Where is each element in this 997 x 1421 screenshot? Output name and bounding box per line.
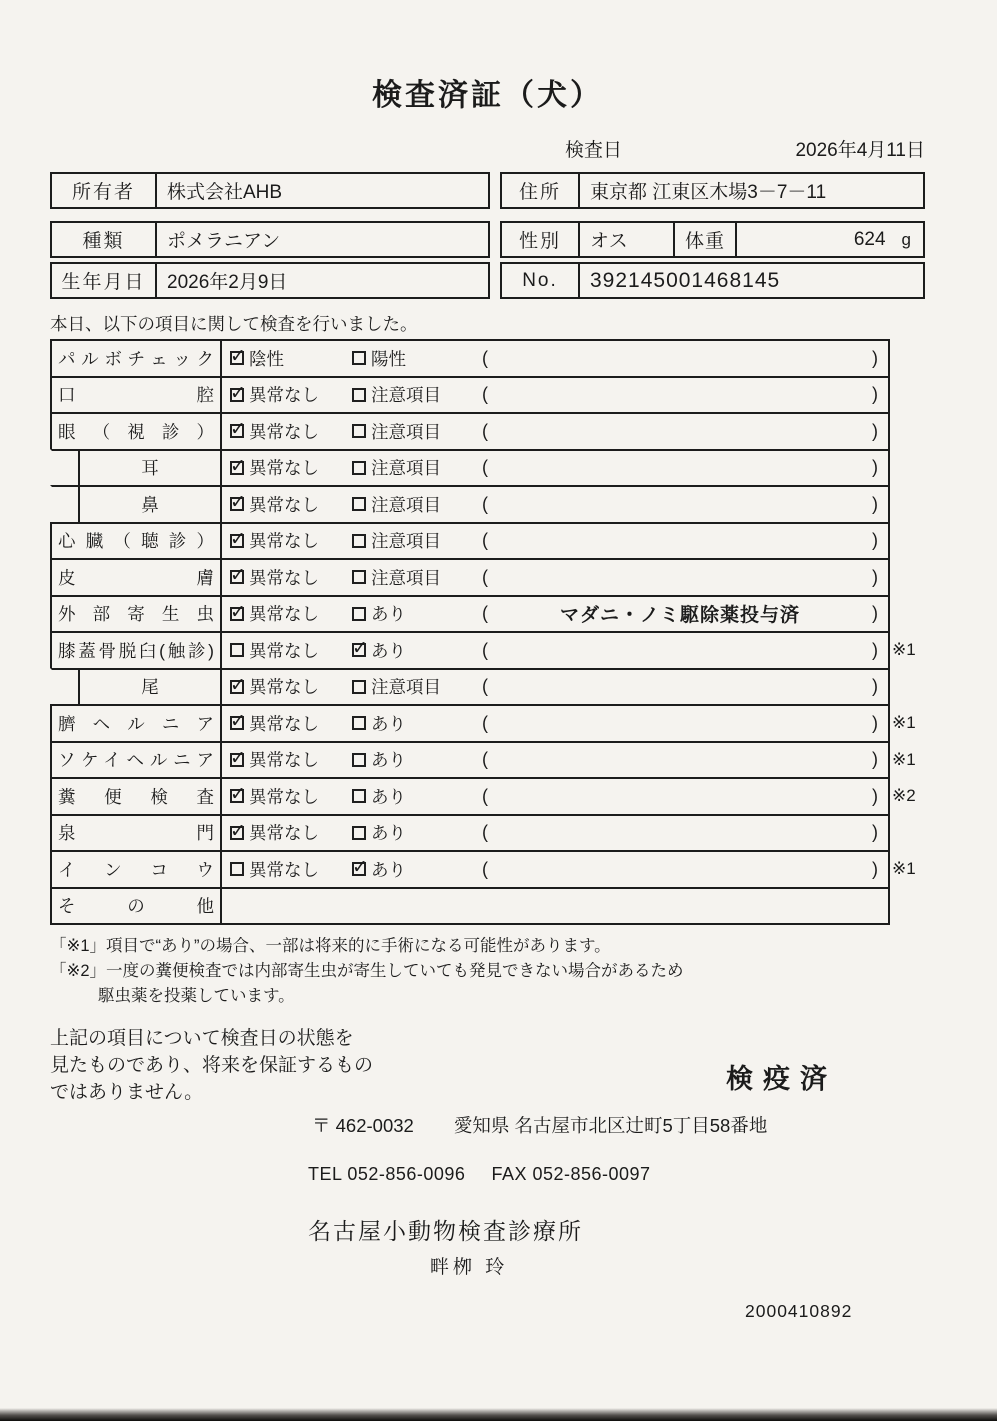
- inspection-row: [50, 376, 890, 413]
- option-primary: [222, 638, 350, 663]
- option-primary: [222, 601, 350, 626]
- remarks-field: [482, 852, 888, 887]
- checkbox-icon: [352, 607, 366, 621]
- option-secondary-label: あり: [371, 823, 406, 844]
- option-primary: [222, 382, 350, 407]
- breed-label: 種類: [52, 223, 157, 256]
- inspection-row: [50, 631, 916, 668]
- clinic-address: 愛知県 名古屋市北区辻町5丁目58番地: [453, 1115, 768, 1136]
- checkbox-icon: [352, 680, 366, 694]
- checkbox-icon: [230, 461, 244, 475]
- inspection-row: [50, 522, 890, 559]
- birthdate-value: 2026年2月9日: [167, 272, 288, 293]
- paren-close: [872, 676, 878, 697]
- inspection-row: [50, 595, 890, 632]
- inspection-row: [50, 850, 916, 887]
- row-label: 耳: [141, 458, 159, 479]
- option-secondary: [350, 346, 482, 371]
- checkbox-icon: [230, 716, 244, 730]
- row-label: 鼻: [141, 494, 159, 515]
- paren-close: [872, 457, 878, 478]
- checkbox-icon: [230, 789, 244, 803]
- row-label-cell: [52, 779, 222, 814]
- option-primary-label: 異常なし: [249, 677, 319, 698]
- serial-number: 2000410892: [745, 1301, 853, 1321]
- option-primary: [222, 455, 350, 480]
- paren-open: [482, 749, 488, 770]
- birthdate-box: [50, 262, 490, 299]
- option-secondary: [350, 784, 482, 809]
- checkbox-icon: [230, 534, 244, 548]
- remarks-field: [482, 451, 888, 486]
- option-primary: [222, 820, 350, 845]
- remarks-field: [482, 560, 888, 595]
- option-secondary: [350, 711, 482, 736]
- paren-open: [482, 640, 488, 661]
- row-label-cell: [52, 633, 222, 668]
- option-secondary: [350, 601, 482, 626]
- paren-close: [872, 494, 878, 515]
- option-secondary: [350, 857, 482, 882]
- checkbox-icon: [230, 497, 244, 511]
- inspection-row: [50, 485, 890, 522]
- checkbox-icon: [230, 753, 244, 767]
- row-label: 糞便検査: [58, 786, 214, 807]
- sex-label: 性別: [502, 223, 580, 256]
- row-label: 尾: [141, 677, 159, 698]
- checkbox-icon: [352, 716, 366, 730]
- option-secondary-label: 注意項目: [371, 677, 441, 698]
- checkbox-icon: [352, 461, 366, 475]
- option-secondary-label: あり: [371, 713, 406, 734]
- owner-label: 所有者: [52, 174, 157, 207]
- paren-close: [872, 713, 878, 734]
- row-label-cell: [52, 670, 222, 705]
- option-secondary: [350, 747, 482, 772]
- row-label-cell: [52, 378, 222, 413]
- row-label-cell: [52, 524, 222, 559]
- row-label-cell: [52, 597, 222, 632]
- option-secondary: [350, 419, 482, 444]
- option-secondary-label: 注意項目: [371, 421, 441, 442]
- row-footnote-ref: ※1: [892, 713, 916, 732]
- paren-close: [872, 384, 878, 405]
- checkbox-icon: [230, 862, 244, 876]
- weight-cell: [737, 223, 923, 256]
- fax-number: FAX 052-856-0097: [491, 1164, 651, 1184]
- document-title: 検査済証（犬）: [372, 79, 603, 112]
- inspection-row: [50, 339, 890, 376]
- option-secondary-label: 注意項目: [371, 458, 441, 479]
- checkbox-icon: [230, 826, 244, 840]
- remarks-field: [482, 670, 888, 705]
- weight-label: 体重: [675, 223, 737, 256]
- paren-close: [872, 567, 878, 588]
- checkbox-icon: [352, 388, 366, 402]
- tel-number: TEL 052-856-0096: [308, 1164, 466, 1184]
- postal-code: 〒 462-0032: [312, 1115, 414, 1136]
- option-primary-label: 異常なし: [249, 531, 319, 552]
- sex-value: オス: [580, 223, 675, 256]
- paren-close: [872, 421, 878, 442]
- checkbox-icon: [230, 388, 244, 402]
- option-primary-label: 陰性: [249, 348, 284, 369]
- row-label-cell: [52, 889, 222, 924]
- row-label: 口腔: [58, 385, 214, 406]
- option-secondary-label: 注意項目: [371, 531, 441, 552]
- row-label: ソケイヘルニア: [58, 750, 214, 771]
- row-footnote-ref: ※2: [892, 786, 916, 805]
- checkbox-icon: [352, 789, 366, 803]
- row-label: パルボチェック: [58, 348, 214, 369]
- option-primary-label: 異常なし: [249, 823, 319, 844]
- inspection-row: [50, 704, 916, 741]
- remarks-field: [482, 706, 888, 741]
- option-primary-label: 異常なし: [249, 567, 319, 588]
- option-secondary: [350, 492, 482, 517]
- remarks-text: マダニ・ノミ駆除薬投与済: [559, 605, 800, 627]
- row-label: インコウ: [58, 859, 214, 880]
- paren-open: [482, 530, 488, 551]
- checkbox-icon: [352, 862, 366, 876]
- paren-open: [482, 676, 488, 697]
- checkbox-icon: [230, 607, 244, 621]
- paren-open: [482, 494, 488, 515]
- option-primary: [222, 346, 350, 371]
- row-label: 皮膚: [58, 567, 214, 588]
- option-secondary-label: あり: [371, 859, 406, 880]
- option-primary: [222, 492, 350, 517]
- row-label-cell: [52, 451, 222, 486]
- paren-open: [482, 384, 488, 405]
- weight-value: 624: [853, 228, 886, 250]
- checkbox-icon: [230, 424, 244, 438]
- option-secondary-label: あり: [371, 786, 406, 807]
- row-footnote-ref: ※1: [892, 859, 916, 878]
- id-number-label: No.: [502, 264, 580, 297]
- row-label: その他: [58, 896, 214, 917]
- row-footnote-ref: ※1: [892, 640, 916, 659]
- paren-close: [872, 348, 878, 369]
- row-label-cell: [52, 816, 222, 851]
- footnote-2-line1: 「※2」一度の糞便検査では内部寄生虫が寄生していても発見できない場合があるため: [50, 962, 684, 980]
- option-secondary: [350, 565, 482, 590]
- option-primary-label: 異常なし: [249, 640, 319, 661]
- paren-open: [482, 421, 488, 442]
- paren-close: [872, 603, 878, 624]
- paren-open: [482, 567, 488, 588]
- examiner-name: 畔栁 玲: [430, 1257, 509, 1278]
- footnote-1: 「※1」項目で“あり”の場合、一部は将来的に手術になる可能性があります。: [50, 937, 611, 955]
- disclaimer-line-3: ではありません。: [50, 1082, 204, 1103]
- disclaimer-block: [50, 1025, 480, 1106]
- paren-close: [872, 822, 878, 843]
- disclaimer-line-2: 見たものであり、将来を保証するもの: [50, 1055, 374, 1076]
- id-number-value: 392145001468145: [590, 268, 781, 292]
- option-primary-label: 異常なし: [249, 786, 319, 807]
- checkbox-icon: [352, 351, 366, 365]
- row-label: 膝蓋骨脱臼(触診): [58, 640, 214, 661]
- paren-open: [482, 348, 488, 369]
- owner-value: 株式会社AHB: [167, 182, 283, 203]
- option-primary: [222, 857, 350, 882]
- inspection-date-row: [50, 138, 925, 162]
- remarks-field: [482, 524, 888, 559]
- breed-value: ポメラニアン: [167, 231, 281, 252]
- checkbox-icon: [230, 643, 244, 657]
- remarks-field: [482, 597, 888, 632]
- row-label: 心臓（聴診）: [58, 531, 214, 552]
- row-label-cell: [52, 341, 222, 376]
- inspection-row: [50, 777, 916, 814]
- option-secondary-label: 陽性: [371, 348, 406, 369]
- option-secondary: [350, 382, 482, 407]
- disclaimer-stamp-row: [50, 1025, 925, 1106]
- address-box: [500, 172, 925, 209]
- option-secondary-label: あり: [371, 604, 406, 625]
- option-secondary-label: 注意項目: [371, 385, 441, 406]
- sex-weight-box: [500, 221, 925, 258]
- inspection-date-value: 2026年4月11日: [795, 140, 925, 161]
- breed-sex-weight-row: [50, 221, 925, 258]
- option-secondary: [350, 674, 482, 699]
- row-label: 外部寄生虫: [58, 604, 214, 625]
- checkbox-icon: [352, 753, 366, 767]
- option-secondary: [350, 528, 482, 553]
- inspection-table: [50, 339, 916, 925]
- id-number-box: [500, 262, 925, 299]
- option-primary-label: 異常なし: [249, 385, 319, 406]
- paren-close: [872, 530, 878, 551]
- paren-open: [482, 859, 488, 880]
- inspection-row: [50, 814, 890, 851]
- inspection-row: [50, 558, 890, 595]
- option-primary-label: 異常なし: [249, 859, 319, 880]
- remarks-field: [482, 816, 888, 851]
- remarks-field: [482, 414, 888, 449]
- row-label-cell: [52, 743, 222, 778]
- option-primary-label: 異常なし: [249, 458, 319, 479]
- checkbox-icon: [352, 497, 366, 511]
- footnote-2-line2: 駆虫薬を投薬しています。: [98, 987, 295, 1005]
- inspection-row: [50, 449, 890, 486]
- birth-no-row: [50, 262, 925, 299]
- remarks-field: [482, 633, 888, 668]
- option-primary-label: 異常なし: [249, 494, 319, 515]
- option-primary: [222, 565, 350, 590]
- option-primary-label: 異常なし: [249, 604, 319, 625]
- inspection-row: [50, 887, 890, 924]
- clinic-address-row: [50, 1112, 925, 1138]
- scan-artifact-bottom-edge: [0, 1408, 997, 1421]
- option-primary: [222, 419, 350, 444]
- inspection-row: [50, 668, 890, 705]
- paren-open: [482, 822, 488, 843]
- paren-close: [872, 859, 878, 880]
- checkbox-icon: [230, 351, 244, 365]
- row-label: 臍ヘルニア: [58, 713, 214, 734]
- option-secondary-label: 注意項目: [371, 494, 441, 515]
- option-primary: [222, 528, 350, 553]
- option-secondary: [350, 820, 482, 845]
- row-label-cell: [52, 852, 222, 887]
- weight-unit: g: [901, 229, 911, 249]
- row-label-cell: [52, 414, 222, 449]
- row-label-cell: [52, 706, 222, 741]
- option-secondary-label: あり: [371, 750, 406, 771]
- option-primary: [222, 747, 350, 772]
- row-label: 泉門: [58, 823, 214, 844]
- inspection-row: [50, 412, 890, 449]
- remarks-field: [482, 378, 888, 413]
- option-secondary-label: 注意項目: [371, 567, 441, 588]
- remarks-field: [482, 487, 888, 522]
- remarks-field: [482, 341, 888, 376]
- option-secondary: [350, 638, 482, 663]
- option-primary: [222, 784, 350, 809]
- intro-text: 本日、以下の項目に関して検査を行いました。: [50, 314, 418, 334]
- address-label: 住所: [502, 174, 580, 207]
- owner-box: [50, 172, 490, 209]
- breed-box: [50, 221, 490, 258]
- inspection-date-label: 検査日: [565, 140, 623, 161]
- option-primary: [222, 674, 350, 699]
- option-primary: [222, 711, 350, 736]
- row-footnote-ref: ※1: [892, 749, 916, 769]
- quarantine-passed-stamp: 検疫済: [726, 1064, 837, 1094]
- clinic-name: 名古屋小動物検査診療所: [308, 1218, 583, 1244]
- paren-open: [482, 713, 488, 734]
- checkbox-icon: [352, 826, 366, 840]
- checkbox-icon: [352, 643, 366, 657]
- option-primary-label: 異常なし: [249, 421, 319, 442]
- checkbox-icon: [352, 570, 366, 584]
- option-secondary-label: あり: [371, 640, 406, 661]
- option-primary-label: 異常なし: [249, 750, 319, 771]
- tel-fax-row: [50, 1164, 925, 1185]
- checkbox-icon: [230, 570, 244, 584]
- paren-open: [482, 457, 488, 478]
- checkbox-icon: [352, 424, 366, 438]
- address-value: 東京都 江東区木場3－7－11: [590, 182, 827, 203]
- remarks-field: [482, 779, 888, 814]
- disclaimer-line-1: 上記の項目について検査日の状態を: [50, 1028, 354, 1049]
- birthdate-label: 生年月日: [52, 264, 157, 297]
- row-label-cell: [52, 560, 222, 595]
- remarks-field: [482, 743, 888, 778]
- option-secondary: [350, 455, 482, 480]
- checkbox-icon: [352, 534, 366, 548]
- owner-address-row: [50, 172, 925, 209]
- paren-close: [872, 749, 878, 770]
- certificate-content: [50, 0, 925, 1322]
- inspection-row: [50, 741, 916, 778]
- row-label-cell: [52, 487, 222, 522]
- row-label: 眼（視診）: [58, 421, 214, 442]
- paren-open: [482, 786, 488, 807]
- paren-close: [872, 786, 878, 807]
- option-primary-label: 異常なし: [249, 713, 319, 734]
- checkbox-icon: [230, 680, 244, 694]
- paren-close: [872, 640, 878, 661]
